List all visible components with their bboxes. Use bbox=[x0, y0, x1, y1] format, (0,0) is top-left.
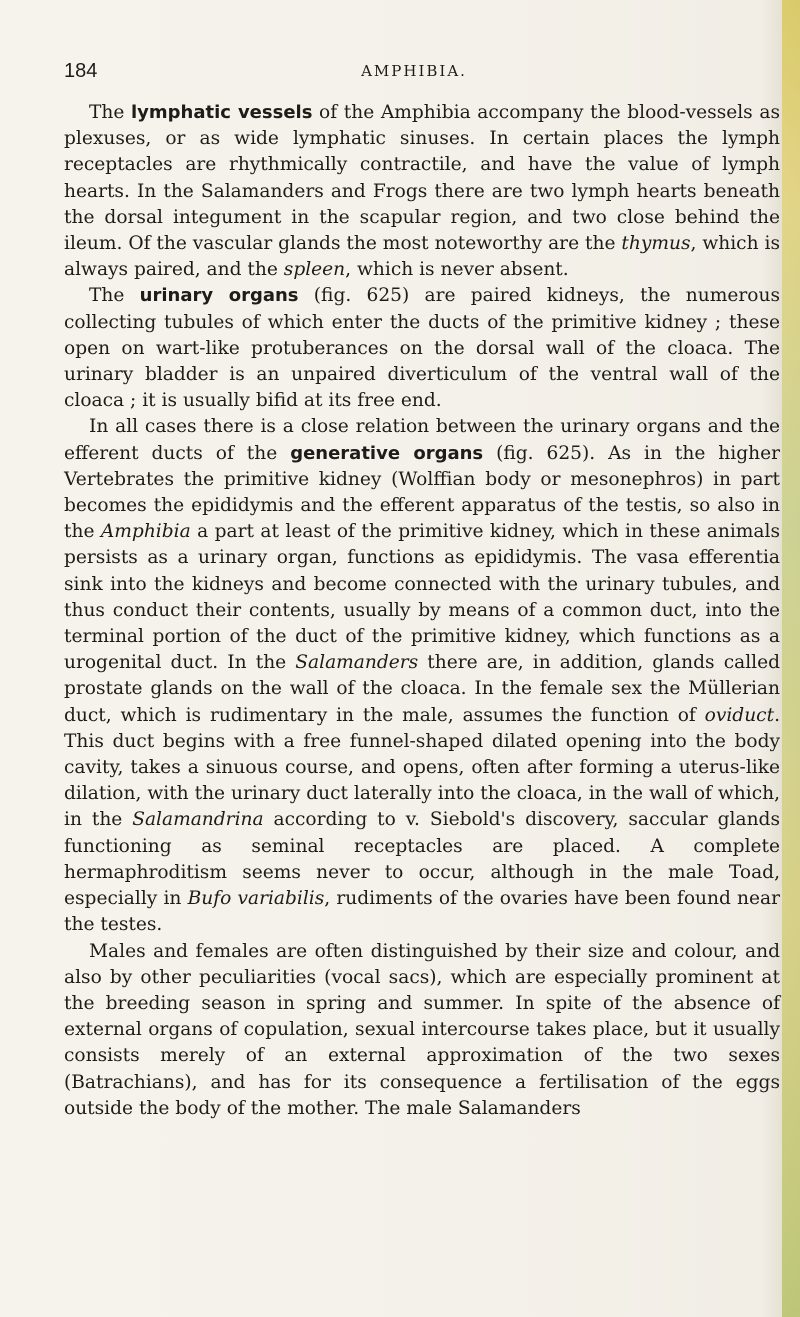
bold-term: lymphatic vessels bbox=[131, 102, 313, 123]
text-run: (fig. 625). As in the higher Vertebrates the primitive kidney (Wolffian body or mesonephros) in part becomes the epididymis and the efferent apparatus of the testis, so also in the bbox=[64, 442, 780, 543]
italic-term: spleen bbox=[283, 259, 346, 281]
text-run: . This duct begins with a free funnel-shaped dilated opening into the body cavity, takes a sinuous course, and opens, often after forming a uterus-like dilation, with the urinary duct laterally into the cloaca, in the wall of which, in the bbox=[64, 704, 780, 831]
text-run: , which is never absent. bbox=[345, 259, 569, 281]
bold-term: urinary organs bbox=[139, 285, 299, 307]
text-run: (fig. 625) are paired kidneys, the numerous collecting tubules of which enter the ducts of the primitive kidney ; these open on wart-like protuberances on the dorsal wall of the cloaca. The urinary bladder is an unpaired diverticulum of the ventral wall of the cloaca ; it is usually bifid at its free end. bbox=[64, 285, 780, 412]
italic-term: Amphibia bbox=[100, 521, 191, 543]
body-text bbox=[64, 100, 780, 1122]
text-run: , which is always paired, and the bbox=[64, 233, 780, 281]
paragraph bbox=[64, 939, 780, 1122]
italic-term: Salamandrina bbox=[132, 809, 264, 831]
text-run: according to v. Siebold's discovery, saccular glands functioning as seminal receptacles are placed. A complete hermaphroditism seems never to occur, although in the male Toad, especially in bbox=[64, 809, 780, 910]
running-head: AMPHIBIA. bbox=[361, 62, 467, 80]
text-run: there are, in addition, glands called prostate glands on the wall of the cloaca. In the female sex the Müllerian duct, which is rudimentary in the male, assumes the function of bbox=[64, 652, 781, 726]
text-run: Males and females are often distinguished by their size and colour, and also by other peculiarities (vocal sacs), which are especially prominent at the breeding season in spring and summer. In spite of the absence of external organs of copulation, sexual intercourse takes place, but it usually consists merely of an external approximation of the two sexes (Batrachians), and has for its consequence a fertilisation of the eggs outside the body of the mother. The male Salamanders bbox=[64, 940, 780, 1119]
italic-term: oviduct bbox=[704, 704, 775, 726]
text-run: , rudiments of the ovaries have been found near the testes. bbox=[64, 888, 780, 936]
bold-term: generative organs bbox=[290, 442, 484, 464]
text-run: The bbox=[89, 102, 132, 123]
italic-term: thymus bbox=[621, 233, 691, 255]
page-number: 184 bbox=[64, 60, 98, 82]
text-run: In all cases there is a close relation between the urinary organs and the efferent ducts of the bbox=[64, 416, 780, 464]
paragraph bbox=[64, 283, 780, 414]
paragraph bbox=[64, 414, 780, 938]
paragraph bbox=[64, 100, 780, 283]
page-header bbox=[64, 60, 764, 88]
text-run: a part at least of the primitive kidney, which in these animals persists as a urinary organ, functions as epididymis. The vasa efferentia sink into the kidneys and become connected with the urinary tubules, and thus conduct their contents, usually by means of a common duct, into the terminal portion of the duct of the primitive kidney, which functions as a urogenital duct. In the bbox=[64, 521, 780, 674]
italic-term: Bufo variabilis bbox=[187, 888, 325, 910]
italic-term: Salamanders bbox=[295, 652, 419, 674]
text-run: The bbox=[89, 285, 140, 307]
text-run: of the Amphibia accompany the blood-vessels as plexuses, or as wide lymphatic sinuses. In certain places the lymph receptacles are rhythmically contractile, and have the value of lymph hearts. In the Salamanders and Frogs there are two lymph hearts beneath the dorsal integument in the scapular region, and two close behind the ileum. Of the vascular glands the most noteworthy are the bbox=[64, 102, 780, 255]
page-edge-stain bbox=[782, 0, 800, 1317]
